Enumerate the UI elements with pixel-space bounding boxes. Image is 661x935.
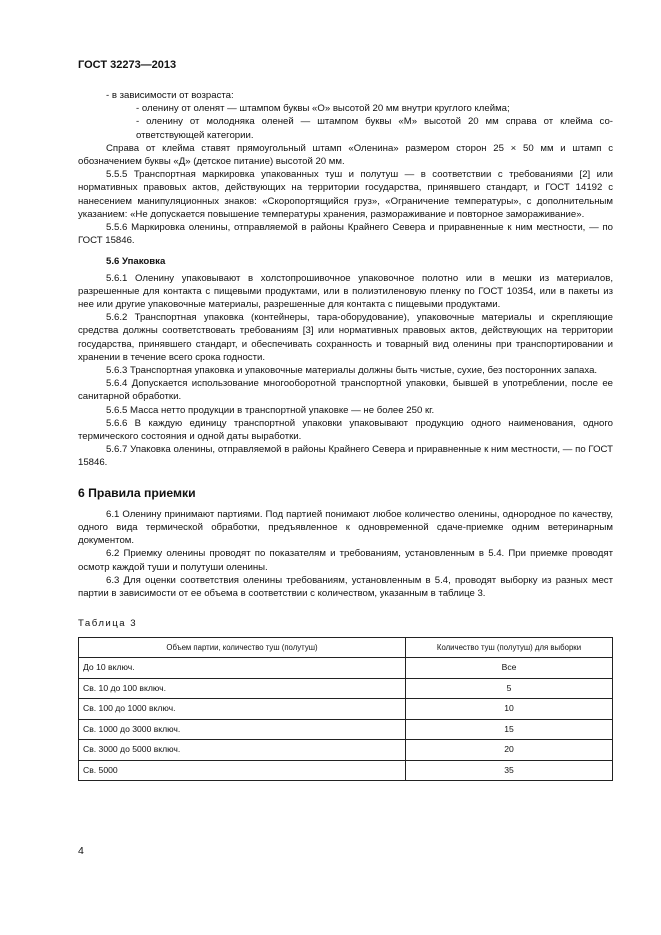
table-cell-lot: До 10 включ.	[79, 658, 406, 679]
paragraph-age-young-b: ответствующей категории.	[136, 129, 254, 141]
table-cell-lot: Св. 3000 до 5000 включ.	[79, 740, 406, 761]
section-heading-5-6: 5.6 Упаковка	[106, 256, 166, 268]
paragraph-5-6-2: 5.6.2 Транспортная упаковка (контейнеры, тара-оборудование), упаковочные материалы и скрепляющие средства должны соответствовать требованиям [3] или нормативных правовых актов, действующих на территории государства, принявшего стандарт, и обеспечивать сохранность и товарный вид оленины при транспортировании и хранении в течение всего срока годности.	[78, 312, 613, 363]
paragraph-5-6-5: 5.6.5 Масса нетто продукции в транспортной упаковке — не более 250 кг.	[106, 404, 435, 416]
sampling-table	[78, 637, 613, 781]
table-cell-sample: 5	[406, 678, 613, 699]
table-cell-lot: Св. 1000 до 3000 включ.	[79, 719, 406, 740]
table-cell-sample: 10	[406, 699, 613, 720]
paragraph-age-intro: - в зависимости от возраста:	[106, 90, 234, 101]
table-row	[79, 699, 613, 720]
table-header-lot-size: Объем партии, количество туш (полутуш)	[79, 638, 406, 658]
paragraph-6-1: 6.1 Оленину принимают партиями. Под партией понимают любое количество оленины, однородное по качеству, одного вида термической обработки, предъявленное к одновременной сдаче-приемке одним ветеринарным документом.	[78, 508, 613, 547]
paragraph-age-young-a: - оленину от молодняка оленей — штампом буквы «М» высотой 20 мм справа от клейма со-	[136, 116, 613, 128]
paragraph-5-5-5: 5.5.5 Транспортная маркировка упакованных туш и полутуш — в соответствии с требованиями [2] или нормативных правовых актов, действующих на территории государства, принявшего стандарт, и ГОСТ 14192 с нанесением манипуляционных знаков: «Скоропортящийся груз», «Ограничение температуры», с дополнительным указанием: «Не допускается повышение температуры хранения, размораживание и повторное замораживание».	[78, 169, 613, 220]
table-cell-sample: 15	[406, 719, 613, 740]
table-row	[79, 658, 613, 679]
table-row	[79, 719, 613, 740]
table-cell-lot: Св. 100 до 1000 включ.	[79, 699, 406, 720]
table-cell-sample: 35	[406, 760, 613, 781]
table-cell-lot: Св. 5000	[79, 760, 406, 781]
table-row	[79, 740, 613, 761]
paragraph-5-5-6: 5.5.6 Маркировка оленины, отправляемой в районы Крайнего Севера и приравненные к ним местности, — по ГОСТ 15846.	[78, 222, 613, 247]
paragraph-stamp: Справа от клейма ставят прямоугольный штамп «Оленина» размером сторон 25 × 50 мм и штамп с обозначением буквы «Д» (детское питание) высотой 20 мм.	[78, 142, 613, 168]
table-row	[79, 760, 613, 781]
paragraph-5-6-1: 5.6.1 Оленину упаковывают в холстопрошивочное упаковочное полотно или в мешки из материалов, разрешенные для контакта с пищевыми продуктами, или в полиэтиленовую пленку по ГОСТ 10354, или в пакеты из нее или другие упаковочные материалы, разрешенные для контакта с пищевыми продуктами.	[78, 272, 613, 311]
table-row	[79, 678, 613, 699]
section-heading-6: 6 Правила приемки	[78, 485, 196, 500]
paragraph-5-6-6: 5.6.6 В каждую единицу транспортной упаковки упаковывают продукцию одного наименования, одного термического состояния и одной даты выработки.	[78, 417, 613, 443]
paragraph-6-3: 6.3 Для оценки соответствия оленины требованиям, установленным в 5.4, проводят выборку из разных мест партии в зависимости от ее объема в соответствии с количеством, указанным в таблице 3.	[78, 574, 613, 599]
table-cell-lot: Св. 10 до 100 включ.	[79, 678, 406, 699]
paragraph-6-2: 6.2 Приемку оленины проводят по показателям и требованиям, установленным в 5.4. При приемке проводят осмотр каждой туши и полутуши оленины.	[78, 548, 613, 573]
paragraph-5-6-7: 5.6.7 Упаковка оленины, отправляемой в районы Крайнего Севера и приравненные к ним местности, — по ГОСТ 15846.	[78, 444, 613, 469]
paragraph-age-fawn: - оленину от оленят — штампом буквы «О» высотой 20 мм внутри круглого клейма;	[136, 103, 510, 115]
document-header: ГОСТ 32273—2013	[78, 59, 177, 71]
page-number: 4	[78, 845, 84, 857]
paragraph-5-6-4: 5.6.4 Допускается использование многооборотной транспортной упаковки, бывшей в употреблении, после ее санитарной обработки.	[78, 378, 613, 403]
table-cell-sample: Все	[406, 658, 613, 679]
table-cell-sample: 20	[406, 740, 613, 761]
document-body	[78, 89, 613, 781]
table-header-row	[79, 638, 613, 658]
table-header-sample-size: Количество туш (полутуш) для выборки	[406, 638, 613, 658]
paragraph-5-6-3: 5.6.3 Транспортная упаковка и упаковочные материалы должны быть чистые, сухие, без посторонних запаха.	[106, 365, 598, 377]
table-caption: Таблица 3	[78, 618, 138, 630]
